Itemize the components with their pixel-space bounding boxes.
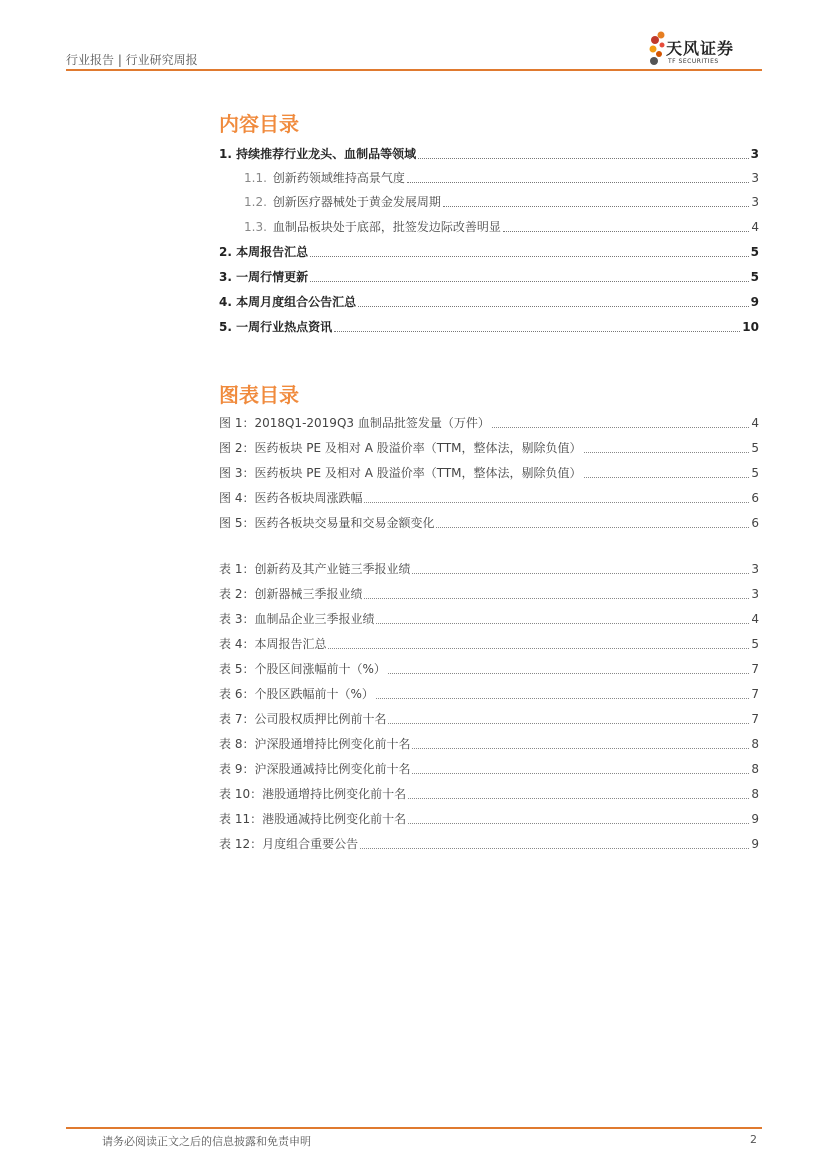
table-item-label: 表 3：血制品企业三季报业绩 (219, 612, 375, 626)
toc-item-page: 10 (742, 320, 759, 334)
toc-item-page: 5 (750, 270, 759, 284)
table-item[interactable] (219, 757, 759, 777)
table-item-page: 8 (751, 762, 759, 776)
footer-disclaimer: 请务必阅读正文之后的信息披露和免责申明 (102, 1135, 311, 1148)
leader-dots (388, 722, 749, 724)
table-item-label: 表 11：港股通减持比例变化前十名 (219, 812, 407, 826)
toc-item[interactable] (219, 240, 759, 260)
toc-item[interactable] (244, 190, 759, 210)
leader-dots (376, 697, 750, 699)
table-item[interactable] (219, 707, 759, 727)
figure-item-page: 4 (751, 416, 759, 430)
toc-item-label: 1. 持续推荐行业龙头、血制品等领域 (219, 147, 417, 161)
figure-item[interactable] (219, 486, 759, 506)
leader-dots (358, 305, 749, 307)
leader-dots (503, 230, 749, 232)
figure-item-page: 6 (751, 516, 759, 530)
toc-item-page: 9 (750, 295, 759, 309)
table-item-label: 表 8：沪深股通增持比例变化前十名 (219, 737, 411, 751)
figure-item-label: 图 1：2018Q1-2019Q3 血制品批签发量（万件） (219, 416, 490, 430)
toc-item-label: 1.3. 血制品板块处于底部，批签发边际改善明显 (244, 220, 501, 234)
table-item-page: 9 (751, 837, 759, 851)
toc-item[interactable] (219, 290, 759, 310)
figure-item-label: 图 4：医药各板块周涨跌幅 (219, 491, 363, 505)
toc-item[interactable] (219, 142, 759, 162)
leader-dots (376, 622, 749, 624)
table-item[interactable] (219, 682, 759, 702)
table-item-page: 7 (751, 687, 759, 701)
table-item-page: 8 (751, 737, 759, 751)
page-number: 2 (750, 1133, 757, 1146)
toc-title: 内容目录 (219, 112, 299, 136)
leader-dots (388, 672, 750, 674)
figure-item-page: 5 (751, 441, 759, 455)
leader-dots (408, 822, 749, 824)
leader-dots (584, 476, 750, 478)
toc-item-page: 4 (751, 220, 759, 234)
toc-item[interactable] (219, 315, 759, 335)
toc-item-label: 1.1. 创新药领域维持高景气度 (244, 171, 405, 185)
leader-dots (328, 647, 749, 649)
table-item[interactable] (219, 582, 759, 602)
table-item-page: 3 (751, 562, 759, 576)
leader-dots (492, 426, 750, 428)
figure-item[interactable] (219, 511, 759, 531)
figure-item-label: 图 5：医药各板块交易量和交易金额变化 (219, 516, 435, 530)
toc-item-page: 3 (751, 195, 759, 209)
leader-dots (310, 280, 749, 282)
toc-item-page: 3 (750, 147, 759, 161)
table-item-page: 8 (751, 787, 759, 801)
toc-item[interactable] (219, 265, 759, 285)
table-item[interactable] (219, 557, 759, 577)
figure-item-label: 图 2：医药板块 PE 及相对 A 股溢价率（TTM，整体法，剔除负值） (219, 441, 582, 455)
leader-dots (418, 157, 749, 159)
logo-name: 天风证券 (666, 39, 735, 58)
table-item[interactable] (219, 807, 759, 827)
figure-item-label: 图 3：医药板块 PE 及相对 A 股溢价率（TTM，整体法，剔除负值） (219, 466, 582, 480)
table-item-label: 表 7：公司股权质押比例前十名 (219, 712, 387, 726)
table-item-label: 表 1：创新药及其产业链三季报业绩 (219, 562, 411, 576)
figures-title: 图表目录 (219, 383, 299, 407)
toc-item-page: 5 (750, 245, 759, 259)
leader-dots (436, 526, 749, 528)
table-item-label: 表 5：个股区间涨幅前十（%） (219, 662, 386, 676)
leader-dots (584, 451, 750, 453)
table-item[interactable] (219, 782, 759, 802)
figure-item[interactable] (219, 411, 759, 431)
toc-item[interactable] (244, 215, 759, 235)
leader-dots (360, 847, 749, 849)
table-item-label: 表 12：月度组合重要公告 (219, 837, 359, 851)
figure-item-page: 6 (751, 491, 759, 505)
table-item-page: 3 (751, 587, 759, 601)
toc-item-label: 5. 一周行业热点资讯 (219, 320, 333, 334)
logo-subtitle: TF SECURITIES (668, 58, 719, 65)
table-item-page: 5 (751, 637, 759, 651)
table-item[interactable] (219, 632, 759, 652)
toc-item-label: 2. 本周报告汇总 (219, 245, 309, 259)
leader-dots (443, 205, 749, 207)
table-item-label: 表 6：个股区跌幅前十（%） (219, 687, 374, 701)
figure-item[interactable] (219, 461, 759, 481)
table-item-label: 表 9：沪深股通减持比例变化前十名 (219, 762, 411, 776)
leader-dots (408, 797, 749, 799)
leader-dots (334, 330, 740, 332)
table-item[interactable] (219, 732, 759, 752)
leader-dots (310, 255, 749, 257)
table-item-label: 表 4：本周报告汇总 (219, 637, 327, 651)
header-divider (66, 69, 762, 71)
table-item[interactable] (219, 832, 759, 852)
leader-dots (412, 772, 749, 774)
table-item[interactable] (219, 657, 759, 677)
table-item-page: 4 (751, 612, 759, 626)
leader-dots (407, 181, 749, 183)
table-item-page: 7 (751, 712, 759, 726)
toc-item-label: 3. 一周行情更新 (219, 270, 309, 284)
table-item[interactable] (219, 607, 759, 627)
toc-item-label: 1.2. 创新医疗器械处于黄金发展周期 (244, 195, 441, 209)
leader-dots (364, 501, 749, 503)
toc-item[interactable] (244, 166, 759, 186)
table-item-page: 7 (751, 662, 759, 676)
toc-item-label: 4. 本周月度组合公告汇总 (219, 295, 357, 309)
figure-item-page: 5 (751, 466, 759, 480)
leader-dots (412, 572, 749, 574)
header-breadcrumb: 行业报告 | 行业研究周报 (66, 53, 198, 67)
leader-dots (412, 747, 749, 749)
table-item-page: 9 (751, 812, 759, 826)
footer-divider (66, 1127, 762, 1129)
figure-item[interactable] (219, 436, 759, 456)
table-item-label: 表 2：创新器械三季报业绩 (219, 587, 363, 601)
leader-dots (364, 597, 749, 599)
toc-item-page: 3 (751, 171, 759, 185)
table-item-label: 表 10：港股通增持比例变化前十名 (219, 787, 407, 801)
